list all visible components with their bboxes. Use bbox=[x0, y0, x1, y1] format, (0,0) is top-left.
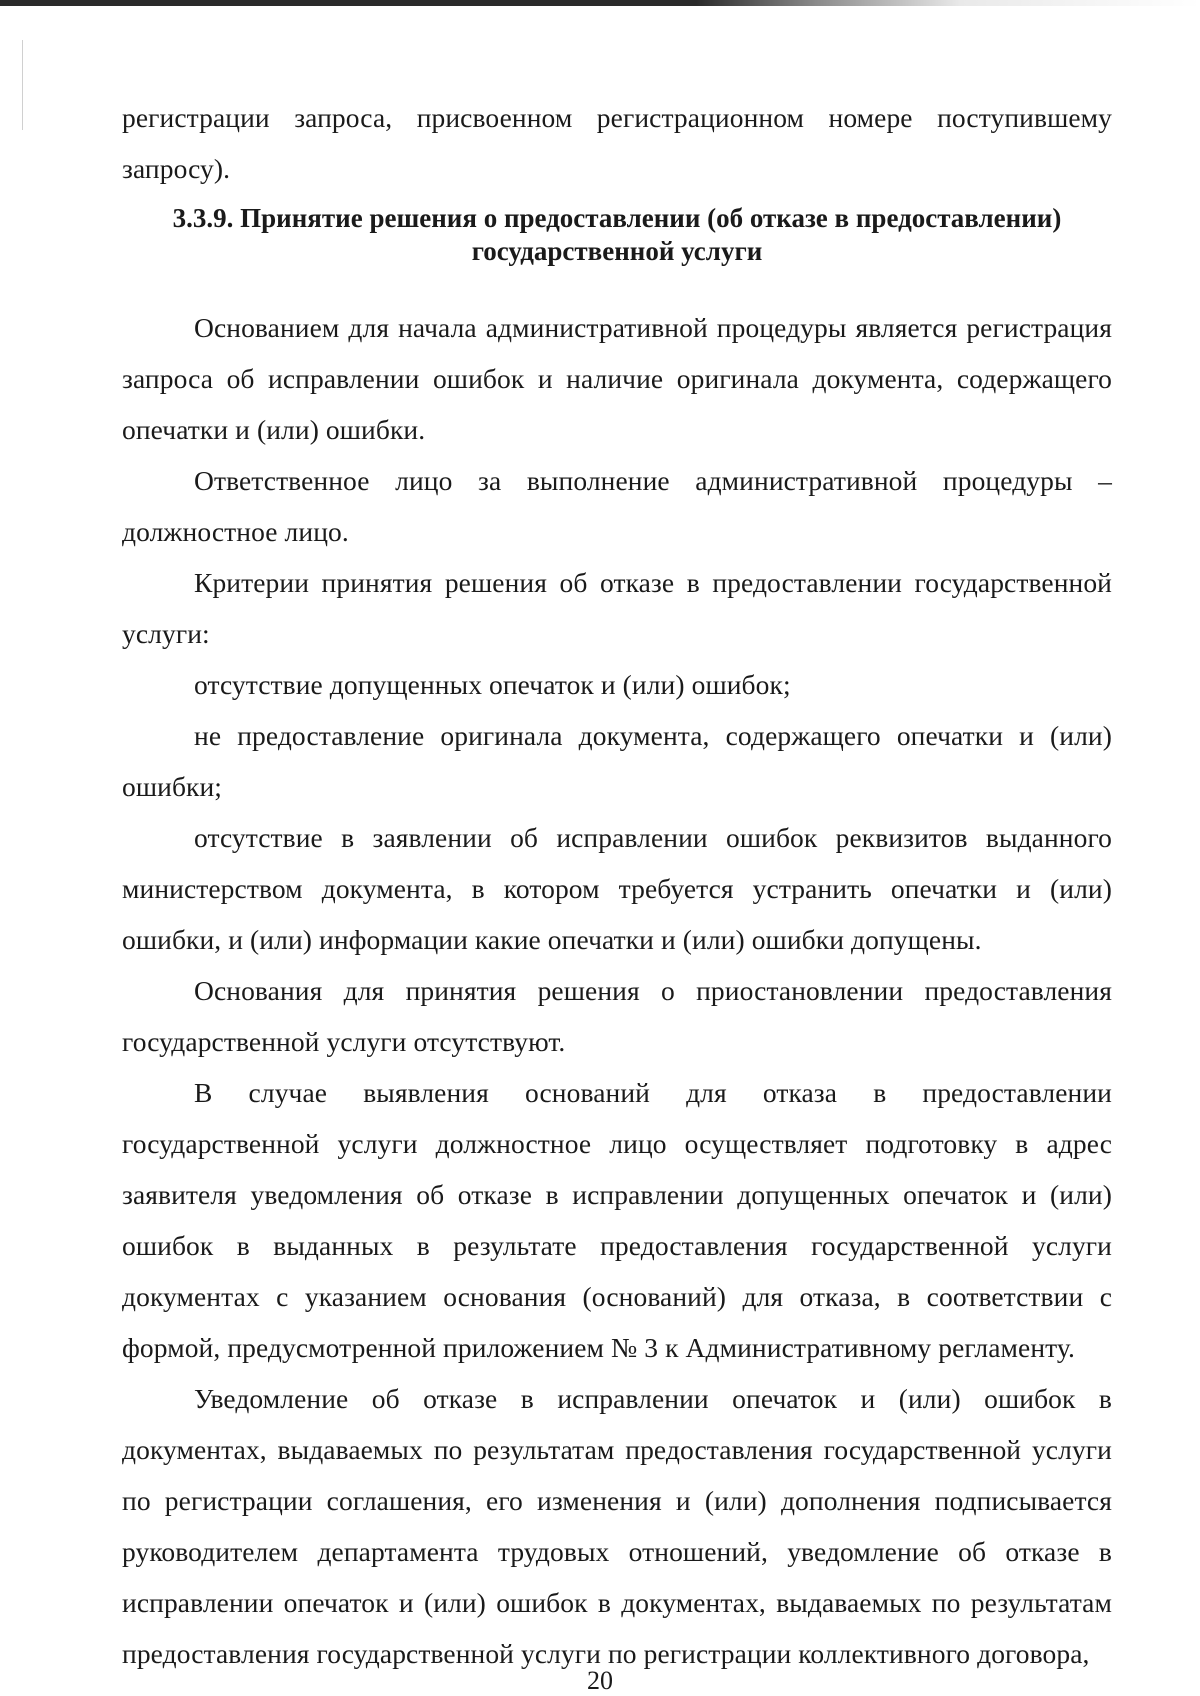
paragraph-responsible: Ответственное лицо за выполнение административной процедуры – должностное лицо. bbox=[122, 465, 1112, 547]
paragraph-refusal-grounds: В случае выявления оснований для отказа в предоставлении государственной услуги должностное лицо осуществляет подготовку в адрес заявителя уведомления об отказе в исправлении допущенных опечаток и (или) ошибок в выданных в результате предоставления государственной услуги документах с указанием основания (оснований) для отказа, в соответствии с формой, предусмотренной приложением № 3 к Административному регламенту. bbox=[122, 1077, 1112, 1363]
criteria-item-1: отсутствие допущенных опечаток и (или) ошибок; bbox=[194, 669, 791, 700]
paragraph-criteria: Критерии принятия решения об отказе в предоставлении государственной услуги: bbox=[122, 567, 1112, 649]
paragraph-basis: Основанием для начала административной процедуры является регистрация запроса об исправлении ошибок и наличие оригинала документа, содержащего опечатки и (или) ошибки. bbox=[122, 312, 1112, 445]
document-page bbox=[122, 92, 1112, 1679]
page-number: 20 bbox=[587, 1666, 613, 1695]
section-heading: 3.3.9. Принятие решения о предоставлении (об отказе в предоставлении) государственной услуги bbox=[172, 203, 1062, 266]
paragraph-suspension: Основания для принятия решения о приостановлении предоставления государственной услуги отсутствуют. bbox=[122, 975, 1112, 1057]
scan-left-edge bbox=[22, 40, 23, 130]
criteria-item-3: отсутствие в заявлении об исправлении ошибок реквизитов выданного министерством документа, в котором требуется устранить опечатки и (или) ошибки, и (или) информации какие опечатки и (или) ошибки допущены. bbox=[122, 822, 1112, 955]
paragraph-notification: Уведомление об отказе в исправлении опечаток и (или) ошибок в документах, выдаваемых по результатам предоставления государственной услуги по регистрации соглашения, его изменения и (или) дополнения подписывается руководителем департамента трудовых отношений, уведомление об отказе в исправлении опечаток и (или) ошибок в документах, выдаваемых по результатам предоставления государственной услуги по регистрации коллективного договора, bbox=[122, 1383, 1112, 1669]
scan-top-edge bbox=[0, 0, 1200, 6]
continuation-paragraph: регистрации запроса, присвоенном регистрационном номере поступившему запросу). bbox=[122, 102, 1112, 184]
criteria-item-2: не предоставление оригинала документа, содержащего опечатки и (или) ошибки; bbox=[122, 720, 1112, 802]
